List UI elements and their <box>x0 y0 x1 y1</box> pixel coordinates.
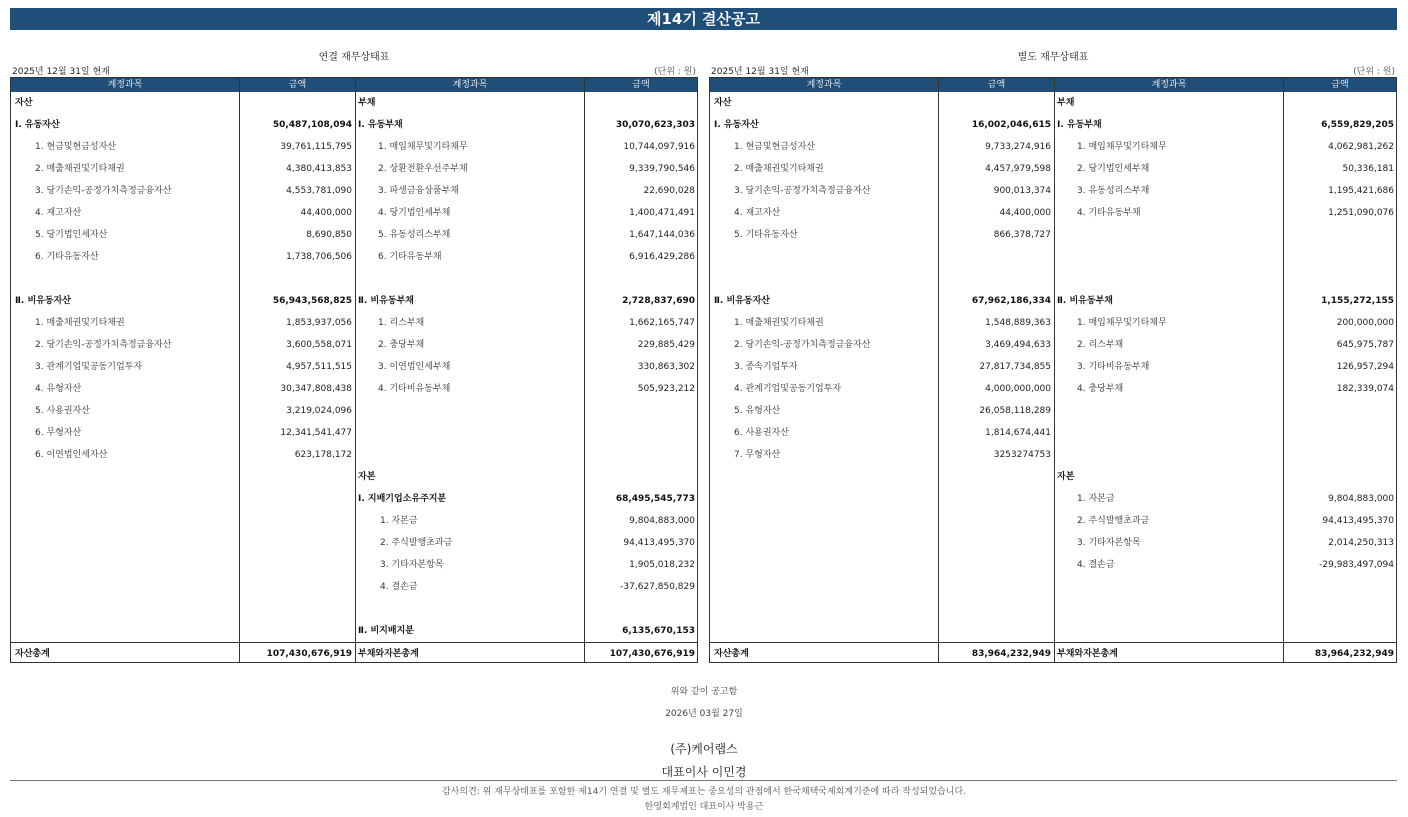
separate-title: 별도 재무상태표 <box>1017 52 1089 63</box>
section-amount: 30,070,623,303 <box>615 120 695 130</box>
account-amount: 9,804,883,000 <box>629 516 695 526</box>
account-amount: 10,744,097,916 <box>623 142 695 152</box>
section-label: 자산 <box>15 98 33 108</box>
account-amount: 1,814,674,441 <box>985 428 1051 438</box>
table-header <box>11 78 697 92</box>
section-amount: 68,495,545,773 <box>615 494 695 504</box>
header-amount: 금액 <box>1331 80 1349 90</box>
account-amount: 1,647,144,036 <box>629 230 695 240</box>
account-amount: 94,413,495,370 <box>1322 516 1394 526</box>
consolidated-unit: (단위 : 원) <box>654 67 696 77</box>
account-label: 5. 당기법인세자산 <box>35 230 108 240</box>
column-divider <box>1283 78 1284 662</box>
account-label: 2. 매출채권및기타채권 <box>35 164 125 174</box>
section-label: 자본 <box>1057 472 1075 482</box>
account-label: 3. 기타자본항목 <box>380 560 444 570</box>
total-liab-equity-label: 부채와자본총계 <box>358 649 419 659</box>
account-label: 5. 사용권자산 <box>35 406 90 416</box>
account-amount: 4,000,000,000 <box>985 384 1051 394</box>
account-amount: 9,339,790,546 <box>629 164 695 174</box>
account-amount: 3,219,024,096 <box>286 406 352 416</box>
account-amount: 4,553,781,090 <box>286 186 352 196</box>
account-label: 5. 유형자산 <box>734 406 781 416</box>
audit-opinion: 감사의견: 위 재무상태표를 포함한 제14기 연결 및 별도 재무제표는 중요성의 관점에서 한국채택국제회계기준에 따라 작성되었습니다. <box>441 787 966 797</box>
auditor-name: 한영회계법인 대표이사 박용근 <box>644 802 764 812</box>
section-label: Ⅱ. 비유동부채 <box>1057 296 1113 306</box>
account-label: 6. 기타유동자산 <box>35 252 99 262</box>
account-label: 4. 기타비유동부채 <box>378 384 451 394</box>
section-label: 자산 <box>714 98 732 108</box>
account-amount: 1,853,937,056 <box>286 318 352 328</box>
account-label: 6. 기타유동부채 <box>378 252 442 262</box>
account-label: 3. 이연법인세부채 <box>378 362 451 372</box>
account-label: 3. 유동성리스부채 <box>1077 186 1150 196</box>
account-amount: 8,690,850 <box>306 230 352 240</box>
account-label: 4. 재고자산 <box>734 208 781 218</box>
account-amount: -37,627,850,829 <box>620 582 695 592</box>
section-label: Ⅰ. 유동부채 <box>1057 120 1102 130</box>
page-title: 제14기 결산공고 <box>10 8 1397 30</box>
account-label: 1. 현금및현금성자산 <box>35 142 117 152</box>
section-label: Ⅰ. 유동자산 <box>714 120 759 130</box>
notice-text: 위와 같이 공고함 <box>670 687 738 697</box>
account-label: 2. 당기손익-공정가치측정금융자산 <box>35 340 172 350</box>
account-amount: 6,916,429,286 <box>629 252 695 262</box>
section-label: Ⅰ. 유동자산 <box>15 120 60 130</box>
total-assets-amount: 83,964,232,949 <box>971 649 1051 659</box>
account-label: 1. 자본금 <box>380 516 418 526</box>
column-divider <box>584 78 585 662</box>
consolidated-balance-sheet <box>10 77 698 663</box>
account-amount: 44,400,000 <box>999 208 1051 218</box>
section-label: Ⅰ. 유동부채 <box>358 120 403 130</box>
account-label: 1. 매입채무및기타채무 <box>1077 142 1167 152</box>
account-label: 1. 자본금 <box>1077 494 1115 504</box>
account-label: 4. 결손금 <box>380 582 418 592</box>
account-amount: 182,339,074 <box>1336 384 1394 394</box>
account-amount: 1,400,471,491 <box>629 208 695 218</box>
account-amount: 94,413,495,370 <box>623 538 695 548</box>
account-amount: 866,378,727 <box>993 230 1051 240</box>
account-label: 3. 관계기업및공동기업투자 <box>35 362 143 372</box>
account-label: 2. 주식발행초과금 <box>1077 516 1150 526</box>
account-label: 4. 결손금 <box>1077 560 1115 570</box>
section-label: Ⅱ. 비유동자산 <box>714 296 770 306</box>
account-amount: 30,347,808,438 <box>280 384 352 394</box>
account-amount: 126,957,294 <box>1336 362 1394 372</box>
account-label: 2. 매출채권및기타채권 <box>734 164 824 174</box>
account-label: 5. 유동성리스부채 <box>378 230 451 240</box>
total-divider <box>11 642 697 643</box>
account-label: 1. 리스부채 <box>378 318 425 328</box>
account-amount: 39,761,115,795 <box>280 142 352 152</box>
account-amount: 22,690,028 <box>643 186 695 196</box>
account-amount: 44,400,000 <box>300 208 352 218</box>
account-label: 1. 매출채권및기타채권 <box>734 318 824 328</box>
account-amount: 3,469,494,633 <box>985 340 1051 350</box>
section-label: Ⅰ. 지배기업소유주지분 <box>358 494 447 504</box>
header-amount: 금액 <box>288 80 307 90</box>
account-amount: 2,014,250,313 <box>1328 538 1394 548</box>
account-amount: 1,905,018,232 <box>629 560 695 570</box>
account-label: 6. 무형자산 <box>35 428 82 438</box>
header-account: 계정과목 <box>806 80 842 90</box>
account-label: 4. 당기법인세부채 <box>378 208 451 218</box>
account-amount: 330,863,302 <box>637 362 695 372</box>
account-label: 1. 현금및현금성자산 <box>734 142 816 152</box>
section-amount: 6,559,829,205 <box>1321 120 1394 130</box>
header-amount: 금액 <box>987 80 1006 90</box>
section-label: 부채 <box>358 98 376 108</box>
header-account: 계정과목 <box>452 80 488 90</box>
account-amount: 3,600,558,071 <box>286 340 352 350</box>
account-label: 3. 당기손익-공정가치측정금융자산 <box>734 186 871 196</box>
section-label: Ⅱ. 비유동부채 <box>358 296 414 306</box>
consolidated-title: 연결 재무상태표 <box>318 52 390 63</box>
total-divider <box>710 642 1396 643</box>
account-label: 3. 당기손익-공정가치측정금융자산 <box>35 186 172 196</box>
account-label: 1. 매입채무및기타채무 <box>378 142 468 152</box>
section-label: Ⅱ. 비유동자산 <box>15 296 71 306</box>
account-label: 3. 종속기업투자 <box>734 362 798 372</box>
total-liab-equity-amount: 107,430,676,919 <box>609 649 695 659</box>
account-amount: 229,885,429 <box>637 340 695 350</box>
account-amount: 1,251,090,076 <box>1328 208 1394 218</box>
account-amount: 4,380,413,853 <box>286 164 352 174</box>
account-label: 6. 이연법인세자산 <box>35 450 108 460</box>
account-label: 3. 파생금융상품부채 <box>378 186 460 196</box>
account-label: 2. 충당부채 <box>378 340 425 350</box>
account-amount: 9,804,883,000 <box>1328 494 1394 504</box>
account-amount: 26,058,118,289 <box>979 406 1051 416</box>
account-amount: 27,817,734,855 <box>979 362 1051 372</box>
header-account: 계정과목 <box>1151 80 1187 90</box>
section-amount: 6,135,670,153 <box>622 626 695 636</box>
header-amount: 금액 <box>632 80 650 90</box>
total-assets-amount: 107,430,676,919 <box>266 649 352 659</box>
notice-date: 2026년 03월 27일 <box>665 709 743 719</box>
total-assets-label: 자산총계 <box>15 649 50 659</box>
table-header <box>710 78 1396 92</box>
section-amount: 2,728,837,690 <box>622 296 695 306</box>
account-amount: 4,062,981,262 <box>1328 142 1394 152</box>
account-amount: 1,548,889,363 <box>985 318 1051 328</box>
consolidated-date: 2025년 12월 31일 현재 <box>12 67 110 77</box>
account-amount: 645,975,787 <box>1336 340 1394 350</box>
account-label: 4. 유형자산 <box>35 384 82 394</box>
total-liab-equity-amount: 83,964,232,949 <box>1314 649 1394 659</box>
header-account: 계정과목 <box>107 80 143 90</box>
account-label: 1. 매입채무및기타채무 <box>1077 318 1167 328</box>
company-name: (주)케어랩스 <box>670 742 738 756</box>
account-label: 6. 사용권자산 <box>734 428 789 438</box>
section-amount: 56,943,568,825 <box>272 296 352 306</box>
account-amount: 50,336,181 <box>1342 164 1394 174</box>
account-label: 7. 무형자산 <box>734 450 781 460</box>
column-divider <box>938 78 939 662</box>
account-amount: 623,178,172 <box>294 450 352 460</box>
account-amount: -29,983,497,094 <box>1319 560 1394 570</box>
account-label: 2. 당기법인세부채 <box>1077 164 1150 174</box>
section-amount: 1,155,272,155 <box>1321 296 1394 306</box>
account-label: 4. 관계기업및공동기업투자 <box>734 384 842 394</box>
account-label: 5. 기타유동자산 <box>734 230 798 240</box>
account-amount: 3253274753 <box>993 450 1051 460</box>
total-assets-label: 자산총계 <box>714 649 749 659</box>
account-amount: 4,457,979,598 <box>985 164 1051 174</box>
account-label: 2. 주식발행초과금 <box>380 538 453 548</box>
account-label: 4. 기타유동부채 <box>1077 208 1141 218</box>
account-label: 2. 상환전환우선주부채 <box>378 164 468 174</box>
separate-balance-sheet <box>709 77 1397 663</box>
account-label: 4. 재고자산 <box>35 208 82 218</box>
account-amount: 4,957,511,515 <box>286 362 352 372</box>
account-amount: 900,013,374 <box>993 186 1051 196</box>
account-amount: 505,923,212 <box>637 384 695 394</box>
account-amount: 200,000,000 <box>1336 318 1394 328</box>
section-amount: 50,487,108,094 <box>272 120 352 130</box>
account-label: 2. 리스부채 <box>1077 340 1124 350</box>
separate-date: 2025년 12월 31일 현재 <box>711 67 809 77</box>
total-liab-equity-label: 부채와자본총계 <box>1057 649 1118 659</box>
section-label: 자본 <box>358 472 376 482</box>
ceo-name: 대표이사 이민경 <box>661 765 747 779</box>
section-label: 부채 <box>1057 98 1075 108</box>
column-divider <box>355 78 356 662</box>
account-label: 1. 매출채권및기타채권 <box>35 318 125 328</box>
separate-unit: (단위 : 원) <box>1353 67 1395 77</box>
account-label: 4. 충당부채 <box>1077 384 1124 394</box>
section-amount: 67,962,186,334 <box>971 296 1051 306</box>
account-label: 3. 기타자본항목 <box>1077 538 1141 548</box>
column-divider <box>239 78 240 662</box>
account-amount: 1,662,165,747 <box>629 318 695 328</box>
account-amount: 9,733,274,916 <box>985 142 1051 152</box>
account-amount: 1,195,421,686 <box>1328 186 1394 196</box>
account-amount: 12,341,541,477 <box>280 428 352 438</box>
section-amount: 16,002,046,615 <box>971 120 1051 130</box>
account-label: 3. 기타비유동부채 <box>1077 362 1150 372</box>
account-label: 2. 당기손익-공정가치측정금융자산 <box>734 340 871 350</box>
account-amount: 1,738,706,506 <box>286 252 352 262</box>
column-divider <box>1054 78 1055 662</box>
footer-divider <box>10 780 1397 781</box>
section-label: Ⅱ. 비지배지분 <box>358 626 414 636</box>
